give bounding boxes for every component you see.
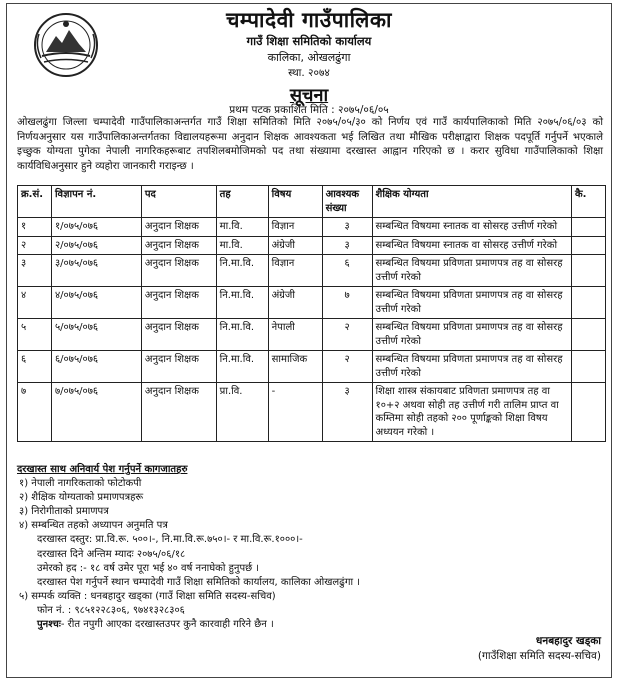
vacancy-table	[17, 185, 606, 442]
table-row	[18, 319, 606, 351]
row-post: अनुदान शिक्षक	[141, 236, 216, 255]
notice-title: सूचना	[289, 85, 329, 106]
col-count: आवश्यक संख्या	[322, 186, 372, 218]
row-qualification: सम्बन्धित विषयमा प्रविणता प्रमाणपत्र तह वा सोसरह उत्तीर्ण गरेको	[372, 255, 571, 287]
row-post: अनुदान शिक्षक	[141, 319, 216, 351]
office-location: कालिका, ओखलढुंगा	[267, 51, 351, 64]
row-sn: २	[18, 236, 52, 255]
table-row	[18, 351, 606, 383]
row-sn: ७	[18, 383, 52, 442]
requirement-item: १) नेपाली नागरिकताको फोटोकपी	[19, 478, 142, 490]
col-remarks: कै.	[571, 186, 605, 218]
row-sn: ६	[18, 351, 52, 383]
row-subject: सामाजिक	[268, 351, 322, 383]
signatory-title: (गाउँशिक्षा समिति सदस्य-सचिव)	[477, 650, 601, 662]
notice-page	[6, 3, 612, 678]
row-qualification: सम्बन्धित विषयमा प्रविणता प्रमाणपत्र तह वा सोसरह उत्तीर्ण गरेको	[372, 351, 571, 383]
row-subject: विज्ञान	[268, 218, 322, 237]
col-adv-no: विज्ञापन नं.	[51, 186, 141, 218]
col-post: पद	[141, 186, 216, 218]
table-row	[18, 287, 606, 319]
row-count: ३	[322, 383, 372, 442]
col-level: तह	[216, 186, 268, 218]
row-sn: ३	[18, 255, 52, 287]
row-post: अनुदान शिक्षक	[141, 218, 216, 237]
signatory-name: धनबहादुर खड्का	[535, 635, 601, 647]
col-qualification: शैक्षिक योग्यता	[372, 186, 571, 218]
row-count: ३	[322, 218, 372, 237]
established-year: स्था. २०७४	[288, 67, 330, 79]
table-row	[18, 236, 606, 255]
contact-phone: फोन नं. : ९८५१२२८३०६, ९७४१३२८३०६	[37, 604, 185, 616]
row-post: अनुदान शिक्षक	[141, 383, 216, 442]
notice-intro: ओखलढुंगा जिल्ला चम्पादेवी गाउँपालिकाअन्तर्गत गाउँ शिक्षा समितिको मिति २०७५/०५/३० को निर्णय एवं गाउँ कार्यपालिकाको मिति २०७५/०६/०३ को निर्णयअनुसार यस गाउँपालिकाअन्तर्गतका विद्यालयहरूमा अनुदान शिक्षक आवश्यकता भई लिखित तथा मौखिक परीक्षाद्वारा शिक्षक पदपूर्ति गर्नुपर्ने भएकाले इच्छुक योग्यता पुगेका नेपाली नागरिकहरूबाट तपशिलबमोजिमको पद तथा संख्यामा दरखास्त आह्वान गरिएको छ । करार सुविधा गाउँपालिकाको शिक्षा कार्यविधिअनुसार हुने व्यहोरा जानकारी गराइन्छ ।	[17, 117, 603, 172]
table-header-row	[18, 186, 606, 218]
postscript-text: - रीत नपुगी आएका दरखास्तउपर कुनै कारवाही गरिने छैन ।	[60, 619, 274, 631]
row-post: अनुदान शिक्षक	[141, 255, 216, 287]
publish-date: प्रथम पटक प्रकाशित मिति : २०७५/०६/०५	[229, 104, 389, 116]
row-count: ७	[322, 287, 372, 319]
requirement-item: ४) सम्बन्धित तहको अध्यापन अनुमति पत्र	[19, 520, 168, 532]
col-sn: क्र.सं.	[18, 186, 52, 218]
contact-person: ५) सम्पर्क व्यक्ति : धनबहादुर खड्का (गाउँ शिक्षा समिति सदस्य-सचिव)	[19, 590, 276, 602]
row-subject: विज्ञान	[268, 255, 322, 287]
row-qualification: सम्बन्धित विषयमा स्नातक वा सोसरह उत्तीर्ण गरेको	[372, 218, 571, 237]
row-qualification: शिक्षा शास्त्र संकायबाट प्रविणता प्रमाणपत्र तह वा १०+२ अथवा सोही तह उत्तीर्ण गरी तालिम प्राप्त वा कम्तिमा सोही तहको २०० पूर्णाङ्कको शिक्षा विषय अध्ययन गरेको ।	[372, 383, 571, 442]
row-adv-no: ६/०७५/०७६	[51, 351, 141, 383]
row-remarks	[571, 319, 605, 351]
row-post: अनुदान शिक्षक	[141, 351, 216, 383]
table-row	[18, 383, 606, 442]
table-row	[18, 255, 606, 287]
postscript-note	[17, 618, 607, 632]
row-remarks	[571, 287, 605, 319]
deadline-detail: दरखास्त दिने अन्तिम म्यादः २०७५/०६/१८	[37, 548, 186, 560]
row-level: मा.वि.	[216, 236, 268, 255]
row-level: नि.मा.वि.	[216, 319, 268, 351]
office-name: चम्पादेवी गाउँपालिका	[226, 8, 392, 32]
row-level: नि.मा.वि.	[216, 287, 268, 319]
age-limit-detail: उमेरको हद :- १८ वर्ष उमेर पूरा भई ४० वर्ष ननाघेको हुनुपर्छ ।	[37, 562, 260, 574]
row-subject: अंग्रेजी	[268, 287, 322, 319]
requirement-item: २) शैक्षिक योग्यताको प्रमाणपत्रहरू	[19, 492, 144, 504]
row-adv-no: २/०७५/०७६	[51, 236, 141, 255]
row-level: नि.मा.वि.	[216, 351, 268, 383]
row-remarks	[571, 255, 605, 287]
requirement-item: ३) निरोगीताको प्रमाणपत्र	[19, 506, 109, 518]
row-adv-no: ३/०७५/०७६	[51, 255, 141, 287]
row-sn: १	[18, 218, 52, 237]
signature-block	[478, 634, 601, 664]
row-subject: अंग्रेजी	[268, 236, 322, 255]
committee-name: गाउँ शिक्षा समितिको कार्यालय	[246, 34, 372, 48]
row-adv-no: ४/०७५/०७६	[51, 287, 141, 319]
row-count: ३	[322, 236, 372, 255]
row-sn: ४	[18, 287, 52, 319]
row-subject: नेपाली	[268, 319, 322, 351]
row-level: प्रा.वि.	[216, 383, 268, 442]
row-subject: -	[268, 383, 322, 442]
row-post: अनुदान शिक्षक	[141, 287, 216, 319]
requirements-section	[17, 463, 607, 632]
row-qualification: सम्बन्धित विषयमा प्रविणता प्रमाणपत्र तह वा सोसरह उत्तीर्ण गरेको	[372, 319, 571, 351]
requirements-heading: दरखास्त साथ अनिवार्य पेश गर्नुपर्ने कागजातहरु	[17, 464, 188, 475]
postscript-label: पुनश्चः	[37, 619, 61, 631]
row-qualification: सम्बन्धित विषयमा प्रविणता प्रमाणपत्र तह वा सोसरह उत्तीर्ण गरेको	[372, 287, 571, 319]
row-level: नि.मा.वि.	[216, 255, 268, 287]
submission-place-detail: दरखास्त पेश गर्नुपर्ने स्थान चम्पादेवी गाउँ शिक्षा समितिको कार्यालय, कालिका ओखलढुंगा ।	[37, 576, 361, 588]
row-adv-no: १/०७५/०७६	[51, 218, 141, 237]
col-subject: विषय	[268, 186, 322, 218]
row-remarks	[571, 351, 605, 383]
row-count: २	[322, 351, 372, 383]
table-row	[18, 218, 606, 237]
row-adv-no: ७/०७५/०७६	[51, 383, 141, 442]
row-remarks	[571, 383, 605, 442]
row-sn: ५	[18, 319, 52, 351]
fee-detail: दरखास्त दस्तुर: प्रा.वि.रू. ५००।-, नि.मा.वि.रू.७५०।- र मा.वि.रू.१०००।-	[37, 534, 303, 546]
row-count: २	[322, 319, 372, 351]
row-adv-no: ५/०७५/०७६	[51, 319, 141, 351]
row-count: ६	[322, 255, 372, 287]
row-remarks	[571, 236, 605, 255]
row-remarks	[571, 218, 605, 237]
row-level: मा.वि.	[216, 218, 268, 237]
row-qualification: सम्बन्धित विषयमा स्नातक वा सोसरह उत्तीर्ण गरेको	[372, 236, 571, 255]
